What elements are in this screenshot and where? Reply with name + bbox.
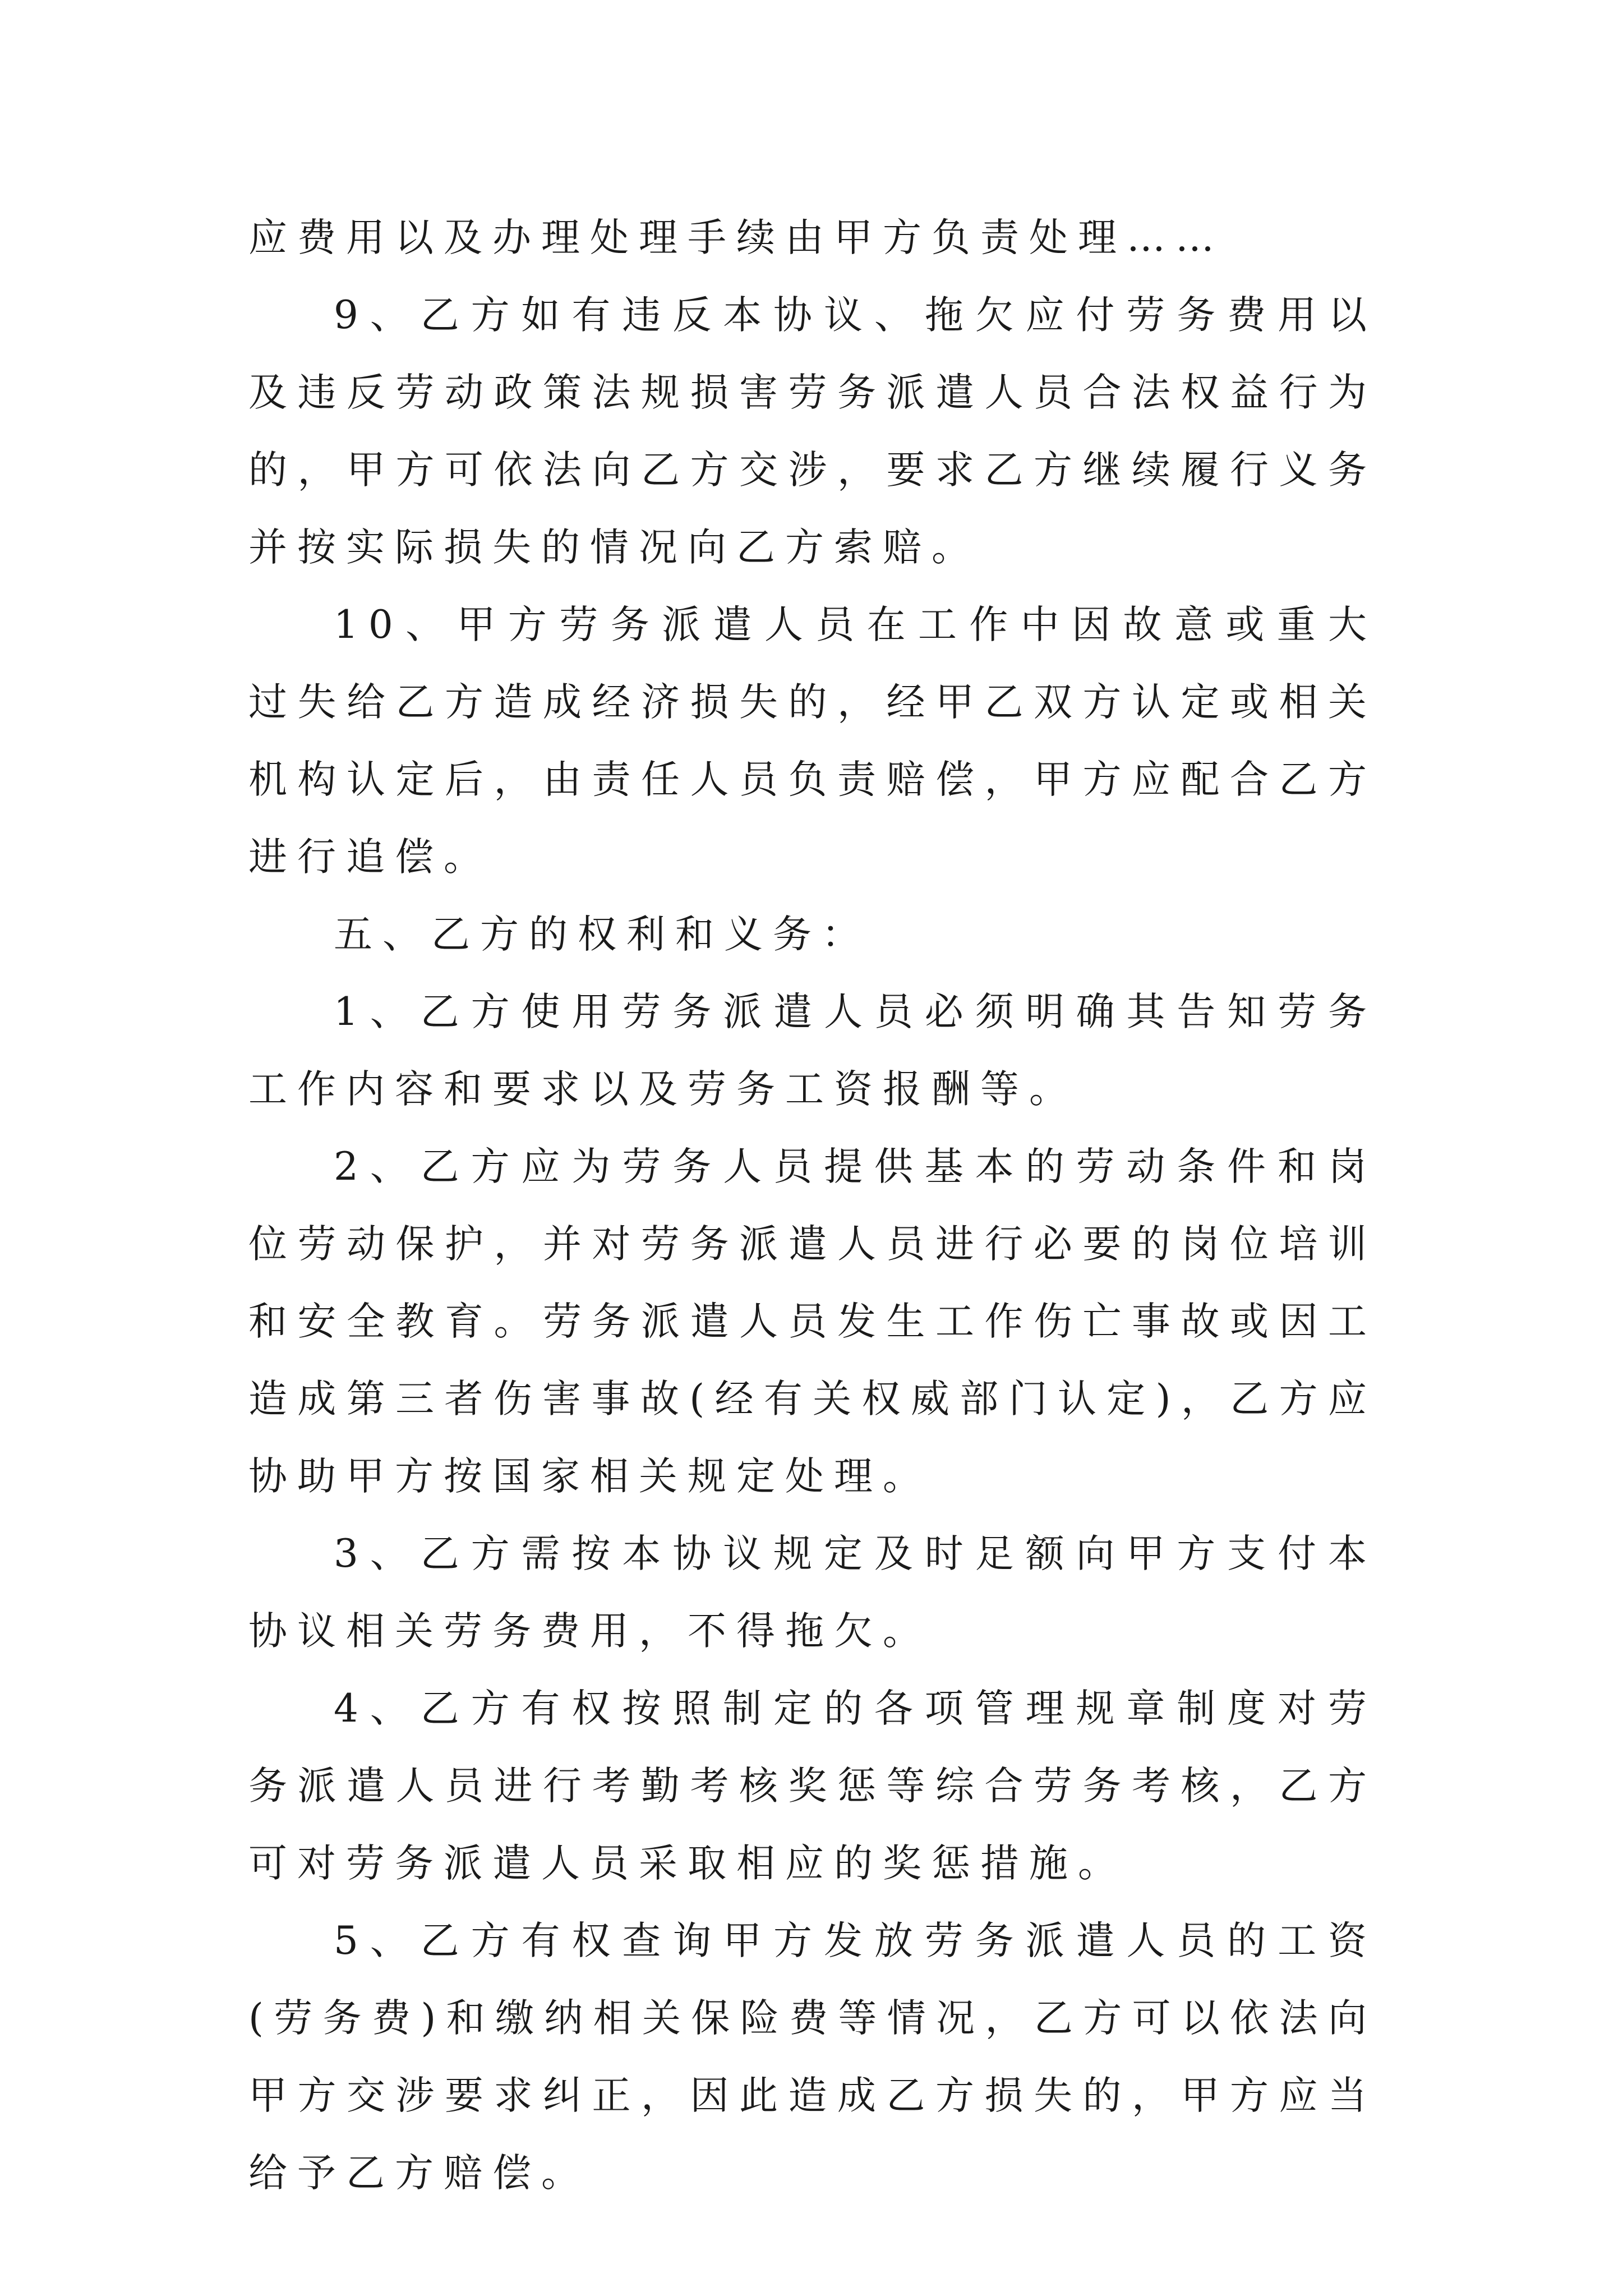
paragraph-clause-9: 9、乙方如有违反本协议、拖欠应付劳务费用以及违反劳动政策法规损害劳务派遣人员合法权益行为的，甲方可依法向乙方交涉，要求乙方继续履行义务并按实际损失的情况向乙方索赔。: [248, 293, 1377, 570]
paragraph-b-clause-5: 5、乙方有权查询甲方发放劳务派遣人员的工资(劳务费)和缴纳相关保险费等情况，乙方可以依法向甲方交涉要求纠正，因此造成乙方损失的，甲方应当给予乙方赔偿。: [248, 1918, 1377, 2196]
paragraph-continuation: 应费用以及办理处理手续由甲方负责处理……: [248, 215, 1224, 260]
document-body: [248, 199, 1377, 2212]
paragraph-b-clause-2: 2、乙方应为劳务人员提供基本的劳动条件和岗位劳动保护，并对劳务派遣人员进行必要的岗位培训和安全教育。劳务派遣人员发生工作伤亡事故或因工造成第三者伤害事故(经有关权威部门认定)，乙方应协助甲方按国家相关规定处理。: [248, 1144, 1377, 1499]
paragraph-clause-10: 10、甲方劳务派遣人员在工作中因故意或重大过失给乙方造成经济损失的，经甲乙双方认定或相关机构认定后，由责任人员负责赔偿，甲方应配合乙方进行追偿。: [248, 602, 1377, 880]
paragraph-b-clause-4: 4、乙方有权按照制定的各项管理规章制度对劳务派遣人员进行考勤考核奖惩等综合劳务考核，乙方可对劳务派遣人员采取相应的奖惩措施。: [248, 1686, 1377, 1886]
paragraph-b-clause-1: 1、乙方使用劳务派遣人员必须明确其告知劳务工作内容和要求以及劳务工资报酬等。: [248, 990, 1377, 1112]
paragraph-b-clause-3: 3、乙方需按本协议规定及时足额向甲方支付本协议相关劳务费用，不得拖欠。: [248, 1531, 1377, 1654]
section-heading-party-b-rights: 五、乙方的权利和义务：: [334, 912, 870, 957]
